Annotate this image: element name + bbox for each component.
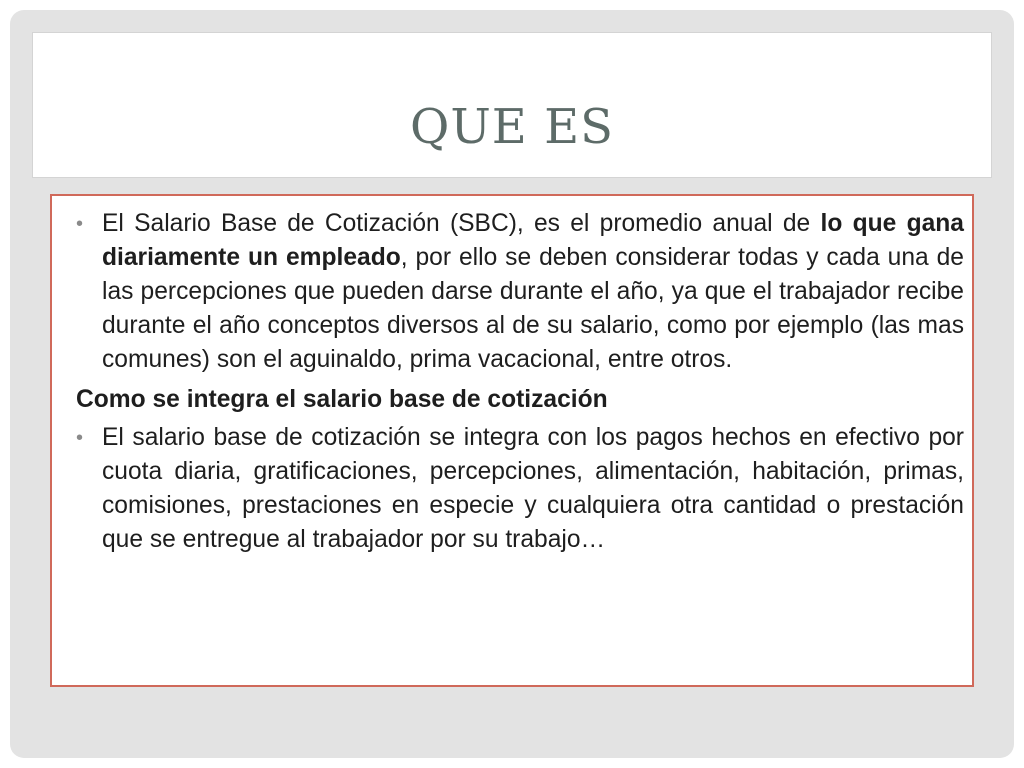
bullet-dot-icon: • <box>76 213 84 235</box>
title-band <box>32 32 992 178</box>
bullet-dot-icon: • <box>76 427 84 449</box>
content-box <box>50 194 974 687</box>
bullet-item-integration <box>76 421 964 557</box>
content-body <box>76 207 964 557</box>
bullet-item-definition <box>76 207 964 377</box>
bullet1-text-bold: lo que gana diariamente un empleado <box>102 210 964 271</box>
slide-background <box>10 10 1014 758</box>
bullet1-text-after: , por ello se deben considerar todas y cada una de las percepciones que pueden darse durante el año, ya que el trabajador recibe durante el año conceptos diversos al de su salario, como por ejemplo (las mas comunes) son el aguinaldo, prima vacacional, entre otros. <box>102 244 964 373</box>
slide-title: QUE ES <box>409 99 615 155</box>
bullet2-text: El salario base de cotización se integra con los pagos hechos en efectivo por cuota diaria, gratificaciones, percepciones, alimentación, habitación, primas, comisiones, prestaciones en especie y cualquiera otra cantidad o prestación que se entregue al trabajador por su trabajo… <box>102 424 964 553</box>
section-subheading: Como se integra el salario base de cotización <box>76 386 608 413</box>
bullet1-text-before: El Salario Base de Cotización (SBC), es el promedio anual de <box>102 210 821 237</box>
